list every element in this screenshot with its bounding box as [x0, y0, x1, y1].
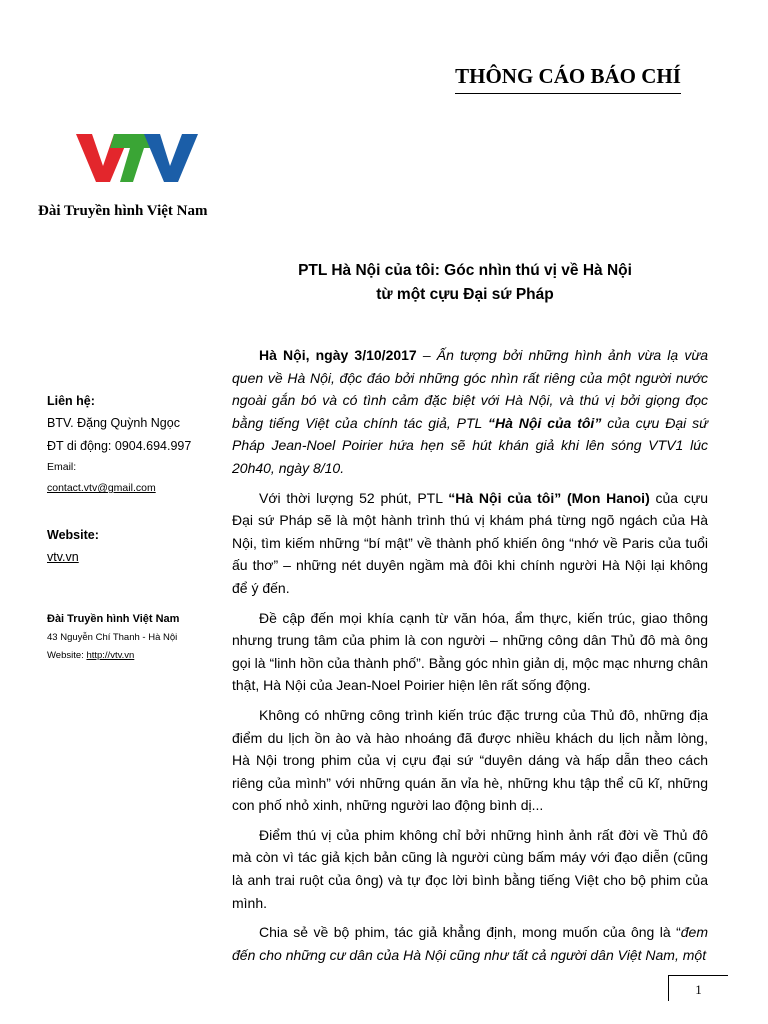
website-link[interactable]: vtv.vn — [47, 550, 79, 564]
logo-v-blue — [144, 134, 198, 182]
headline-line-1: PTL Hà Nội của tôi: Góc nhìn thú vị về Hà Nội — [298, 262, 632, 279]
footer-website-link[interactable]: http://vtv.vn — [86, 650, 135, 661]
document-title: THÔNG CÁO BÁO CHÍ — [455, 64, 681, 94]
program-title: “Hà Nội của tôi” — [487, 414, 602, 431]
paragraph-2: Với thời lượng 52 phút, PTL “Hà Nội của tôi” (Mon Hanoi) của cựu Đại sứ Pháp sẽ là một hành trình thú vị khám phá từng ngõ ngách của Hà Nội, tìm kiếm những “bí mật” về thành phố khiến ông “nhớ về Paris của tuổi ấu thơ” – những nét duyên ngầm mà đôi khi chính người Hà Nội lại không để ý đến. — [232, 489, 708, 596]
article-body — [232, 344, 708, 973]
paragraph-1: Hà Nội, ngày 3/10/2017 – Ấn tượng bởi những hình ảnh vừa lạ vừa quen về Hà Nội, độc đáo bởi những góc nhìn rất riêng của một người nước ngoài gắn bó và có tình cảm đặc biệt với Hà Nội, và thú vị bởi giọng đọc bằng tiếng Việt của chính tác giả, PTL “Hà Nội của tôi” của cựu Đại sứ Pháp Jean-Noel Poirier hứa hẹn sẽ hút khán giả khi lên sóng VTV1 lúc 20h40, ngày 8/10. — [232, 347, 708, 476]
page-number: 1 — [668, 975, 728, 1001]
dateline: Hà Nội, ngày 3/10/2017 — [259, 347, 417, 363]
contact-block — [47, 394, 247, 408]
paragraph-6: Chia sẻ về bộ phim, tác giả khẳng định, mong muốn của ông là “đem đến cho những cư dân của Hà Nội cũng như tất cả người dân Việt Nam, một — [232, 924, 708, 963]
vtv-logo — [76, 128, 198, 184]
headline — [250, 259, 680, 307]
program-title-full: “Hà Nội của tôi” (Mon Hanoi) — [448, 489, 650, 506]
footer-org-name: Đài Truyền hình Việt Nam — [47, 613, 180, 625]
footer-website-label: Website: — [47, 650, 87, 661]
paragraph-5: Điểm thú vị của phim không chỉ bởi những hình ảnh rất đời về Thủ đô mà còn vì tác giả kịch bản cũng là người cùng bấm máy với đạo diễn (cũng là anh trai ruột của ông) và tự đọc lời bình bằng tiếng Việt cho bộ phim của mình. — [232, 826, 708, 911]
contact-label: Liên hệ: — [47, 394, 95, 408]
paragraph-4: Không có những công trình kiến trúc đặc trưng của Thủ đô, những địa điểm du lịch ồn ào và hào nhoáng đã được nhiều khách du lịch nằm lòng, Hà Nội trong phim của vị cựu đại sứ “duyên dáng và hấp dẫn theo cách riêng của mình” với những quán ăn vỉa hè, những khu tập thể cũ kĩ, những con phố nhỏ xinh, những người lao động bình dị... — [232, 706, 708, 814]
website-label: Website: — [47, 528, 99, 542]
footer-website — [47, 650, 247, 661]
contact-name: BTV. Đặng Quỳnh Ngọc — [47, 416, 180, 430]
email-link[interactable]: contact.vtv@gmail.com — [47, 482, 156, 494]
org-name: Đài Truyền hình Việt Nam — [38, 203, 208, 219]
email-label: Email: — [47, 461, 77, 473]
contact-phone: ĐT di động: 0904.694.997 — [47, 439, 192, 453]
headline-line-2: từ một cựu Đại sứ Pháp — [376, 286, 554, 303]
paragraph-3: Đề cập đến mọi khía cạnh từ văn hóa, ẩm thực, kiến trúc, giao thông nhưng trung tâm của phim là con người – những công dân Thủ đô mà ông gọi là “linh hồn của thành phố”. Bằng góc nhìn giản dị, mộc mạc nhưng chân thật, Hà Nội của Jean-Noel Poirier hiện lên rất sống động. — [232, 609, 708, 694]
footer-address: 43 Nguyễn Chí Thanh - Hà Nội — [47, 632, 178, 643]
